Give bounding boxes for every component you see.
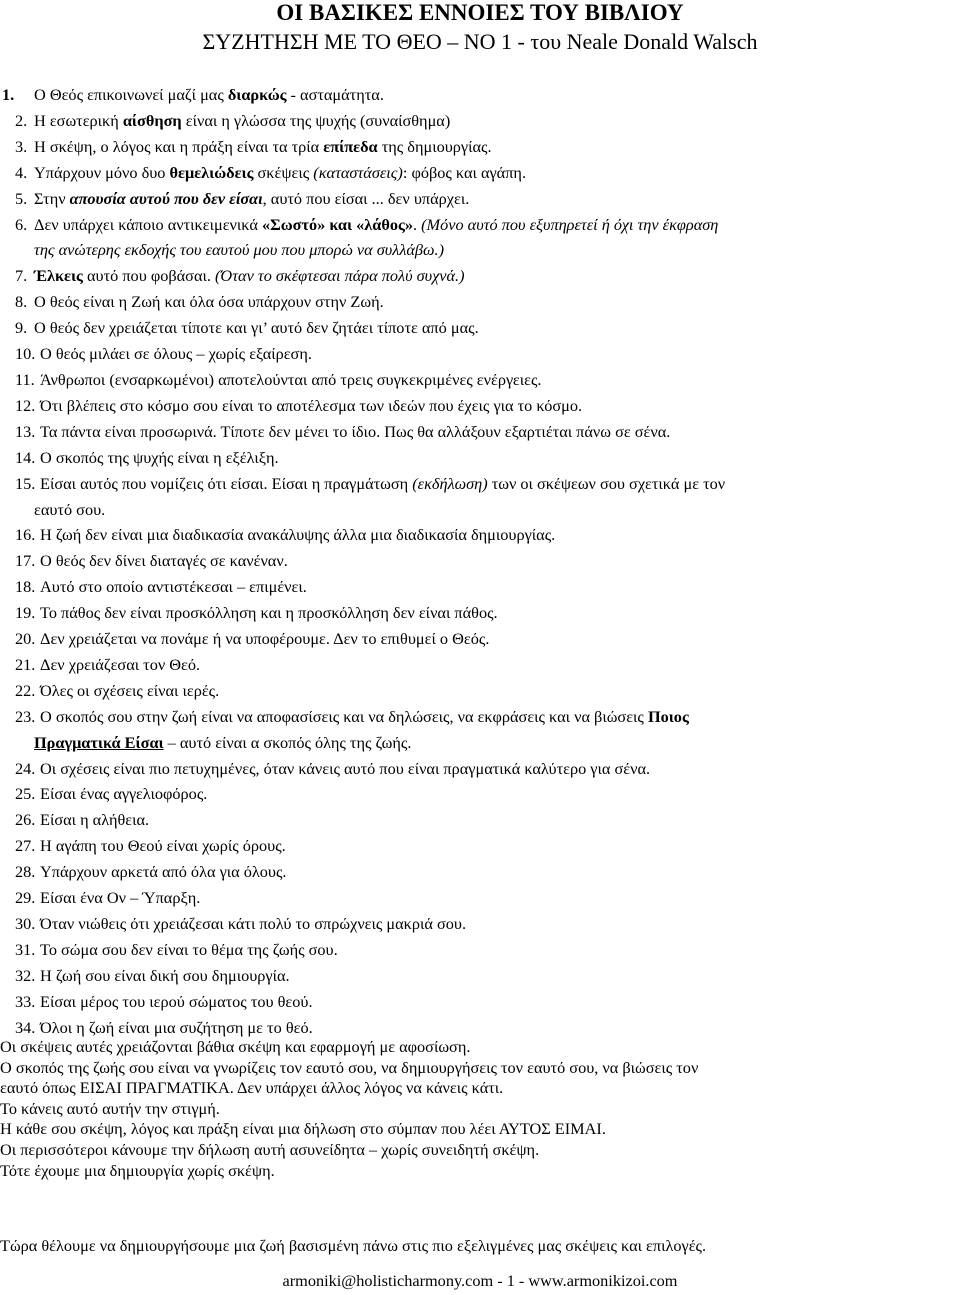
item-text: Δεν χρειάζεται να πονάμε ή να υποφέρουμε. Δεν το επιθυμεί ο Θεός.: [40, 629, 490, 649]
list-item: [0, 548, 960, 574]
item-number: 17.: [15, 551, 36, 571]
conclusion-line: Η κάθε σου σκέψη, λόγος και πράξη είναι μια δήλωση στο σύμπαν που λέει ΑΥΤΟΣ ΕΙΜΑΙ.: [0, 1119, 606, 1139]
item-text: Στην απουσία αυτού που δεν είσαι, αυτό που είσαι ... δεν υπάρχει.: [34, 188, 470, 208]
item-number: 13.: [15, 421, 36, 441]
item-text-continuation: της ανώτερης εκδοχής του εαυτού μου που μπορώ να συλλάβω.): [34, 240, 445, 260]
item-text: Υπάρχουν αρκετά από όλα για όλους.: [40, 862, 287, 882]
list-item: [0, 678, 960, 704]
item-number: 29.: [15, 888, 36, 908]
item-text: Ότι βλέπεις στο κόσμο σου είναι το αποτέλεσμα των ιδεών που έχεις για το κόσμο.: [40, 395, 583, 415]
item-number: 16.: [15, 525, 36, 545]
item-number: 2.: [15, 110, 28, 130]
item-number: 31.: [15, 939, 36, 959]
list-item: [0, 911, 960, 937]
item-text: Ο θεός δεν δίνει διαταγές σε κανέναν.: [40, 551, 288, 571]
item-number: 26.: [15, 810, 36, 830]
list-item: [0, 82, 960, 108]
item-text: Ο θεός είναι η Ζωή και όλα όσα υπάρχουν στην Ζωή.: [34, 292, 384, 312]
item-text-continuation: εαυτό σου.: [34, 499, 106, 519]
item-text: Τα πάντα είναι προσωρινά. Τίποτε δεν μένει το ίδιο. Πως θα αλλάξουν εξαρτιέται πάνω σε σένα.: [40, 421, 671, 441]
item-number: 20.: [15, 629, 36, 649]
list-item: [0, 341, 960, 367]
item-text: Ο σκοπός της ψυχής είναι η εξέλιξη.: [40, 447, 279, 467]
item-number: 15.: [15, 473, 36, 493]
list-item: [0, 807, 960, 833]
item-number: 33.: [15, 991, 36, 1011]
item-text: Η σκέψη, ο λόγος και η πράξη είναι τα τρία επίπεδα της δημιουργίας.: [34, 136, 492, 156]
item-number: 23.: [15, 706, 36, 726]
item-number: 7.: [15, 266, 28, 286]
item-text: Είσαι ένας αγγελιοφόρος.: [40, 784, 208, 804]
list-item: [0, 885, 960, 911]
concepts-list: [0, 82, 960, 1041]
list-item: [0, 833, 960, 859]
item-text: Η ζωή σου είναι δική σου δημιουργία.: [40, 965, 290, 985]
item-text: Έλκεις αυτό που φοβάσαι. (Όταν το σκέφτεσαι πάρα πολύ συχνά.): [34, 266, 465, 286]
item-text: Άνθρωποι (ενσαρκωμένοι) αποτελούνται από τρεις συγκεκριμένες ενέργειες.: [40, 369, 542, 389]
list-item: [0, 445, 960, 471]
list-item: [0, 419, 960, 445]
item-text: Το πάθος δεν είναι προσκόλληση και η προσκόλληση δεν είναι πάθος.: [40, 603, 498, 623]
item-number: 21.: [15, 654, 36, 674]
item-text: Το σώμα σου δεν είναι το θέμα της ζωής σου.: [40, 939, 338, 959]
page-footer: armoniki@holisticharmony.com - 1 - www.armonikizoi.com: [282, 1271, 678, 1290]
list-item: [0, 367, 960, 393]
closing-statement: Τώρα θέλουμε να δημιουργήσουμε μια ζωή βασισμένη πάνω στις πιο εξελιγμένες μας σκέψεις και επιλογές.: [0, 1236, 707, 1255]
list-item: [0, 186, 960, 212]
item-text: Δεν χρειάζεσαι τον Θεό.: [40, 654, 201, 674]
item-number: 24.: [15, 758, 36, 778]
item-number: 11.: [15, 369, 35, 389]
list-item: [0, 108, 960, 134]
list-item: [0, 600, 960, 626]
item-text: Όλες οι σχέσεις είναι ιερές.: [40, 680, 220, 700]
list-item: [0, 315, 960, 341]
list-item: [0, 574, 960, 600]
conclusion-line: Το κάνεις αυτό αυτήν την στιγμή.: [0, 1098, 220, 1118]
item-text: Υπάρχουν μόνο δυο θεμελιώδεις σκέψεις (καταστάσεις): φόβος και αγάπη.: [34, 162, 527, 182]
item-text: Αυτό στο οποίο αντιστέκεσαι – επιμένει.: [40, 577, 307, 597]
item-number: 14.: [15, 447, 36, 467]
item-text: Όλοι η ζωή είναι μια συζήτηση με το θεό.: [40, 1017, 313, 1037]
item-text: Οι σχέσεις είναι πιο πετυχημένες, όταν κάνεις αυτό που είναι πραγματικά καλύτερο για σένα.: [40, 758, 651, 778]
item-number: 1.: [2, 85, 15, 104]
conclusion-line: Οι περισσότεροι κάνουμε την δήλωση αυτή ασυνείδητα – χωρίς συνειδητή σκέψη.: [0, 1139, 540, 1159]
item-text: Η ζωή δεν είναι μια διαδικασία ανακάλυψης άλλα μια διαδικασία δημιουργίας.: [40, 525, 556, 545]
item-number: 25.: [15, 784, 36, 804]
item-number: 27.: [15, 836, 36, 856]
conclusion-line: Οι σκέψεις αυτές χρειάζονται βάθια σκέψη και εφαρμογή με αφοσίωση.: [0, 1037, 471, 1056]
item-text: Ο σκοπός σου στην ζωή είναι να αποφασίσεις και να δηλώσεις, να εκφράσεις και να βιώσεις Ποιος: [40, 706, 689, 726]
list-item: [0, 393, 960, 419]
item-number: 28.: [15, 862, 36, 882]
list-item: [0, 160, 960, 186]
item-number: 19.: [15, 603, 36, 623]
item-text: Είσαι ένα Ον – Ύπαρξη.: [40, 888, 201, 908]
list-item: [0, 212, 960, 264]
item-text: Ο Θεός επικοινωνεί μαζί μας διαρκώς - ασταμάτητα.: [34, 85, 384, 104]
list-item: [0, 781, 960, 807]
page-title: ΟΙ ΒΑΣΙΚΕΣ ΕΝΝΟΙΕΣ ΤΟΥ ΒΙΒΛΙΟΥ: [276, 0, 684, 25]
item-number: 18.: [15, 577, 36, 597]
conclusion-line: Τότε έχουμε μια δημιουργία χωρίς σκέψη.: [0, 1160, 275, 1180]
item-number: 34.: [15, 1017, 36, 1037]
item-number: 32.: [15, 965, 36, 985]
item-number: 4.: [15, 162, 28, 182]
item-text: Ο θεός δεν χρειάζεται τίποτε και γι’ αυτό δεν ζητάει τίποτε από μας.: [34, 318, 479, 338]
list-item: [0, 652, 960, 678]
item-number: 9.: [15, 318, 28, 338]
list-item: [0, 522, 960, 548]
item-number: 30.: [15, 914, 36, 933]
item-text: Ο θεός μιλάει σε όλους – χωρίς εξαίρεση.: [40, 344, 312, 364]
item-number: 10.: [15, 344, 36, 364]
list-item: [0, 263, 960, 289]
item-text: Δεν υπάρχει κάποιο αντικειμενικά «Σωστό» και «λάθος». (Μόνο αυτό που εξυπηρετεί ή όχι την έκφραση: [34, 214, 719, 234]
item-text: Η αγάπη του Θεού είναι χωρίς όρους.: [40, 836, 286, 856]
item-number: 3.: [15, 136, 28, 156]
item-number: 12.: [15, 395, 36, 415]
list-item: [0, 289, 960, 315]
item-text: Είσαι μέρος του ιερού σώματος του θεού.: [40, 991, 313, 1011]
item-text: Είσαι αυτός που νομίζεις ότι είσαι. Είσαι η πραγμάτωση (εκδήλωση) των οι σκέψεων σου σχετικά με τον: [40, 473, 726, 493]
conclusion-line: Ο σκοπός της ζωής σου είναι να γνωρίζεις τον εαυτό σου, να δημιουργήσεις τον εαυτό σου, να βιώσεις τον: [0, 1057, 699, 1077]
item-number: 22.: [15, 680, 36, 700]
item-text: Όταν νιώθεις ότι χρειάζεσαι κάτι πολύ το σπρώχνεις μακριά σου.: [40, 914, 467, 933]
list-item: [0, 963, 960, 989]
list-item: [0, 859, 960, 885]
list-item: [0, 134, 960, 160]
item-text: Η εσωτερική αίσθηση είναι η γλώσσα της ψυχής (συναίσθημα): [34, 110, 451, 130]
conclusion-block: [0, 1037, 960, 1181]
item-number: 8.: [15, 292, 28, 312]
item-number: 5.: [15, 188, 28, 208]
list-item: [0, 989, 960, 1015]
page-subtitle: ΣΥΖΗΤΗΣΗ ΜΕ ΤΟ ΘΕΟ – ΝΟ 1 - του Neale Donald Walsch: [202, 29, 758, 54]
conclusion-line: εαυτό όπως ΕΙΣΑΙ ΠΡΑΓΜΑΤΙΚΑ. Δεν υπάρχει άλλος λόγος να κάνεις κάτι.: [0, 1078, 504, 1098]
item-number: 6.: [15, 214, 28, 234]
item-text: Είσαι η αλήθεια.: [40, 810, 150, 830]
list-item: [0, 471, 960, 523]
list-item: [0, 937, 960, 963]
item-text-continuation: Πραγματικά Είσαι – αυτό είναι α σκοπός όλης της ζωής.: [34, 732, 412, 752]
list-item: [0, 704, 960, 756]
list-item: [0, 756, 960, 782]
list-item: [0, 626, 960, 652]
